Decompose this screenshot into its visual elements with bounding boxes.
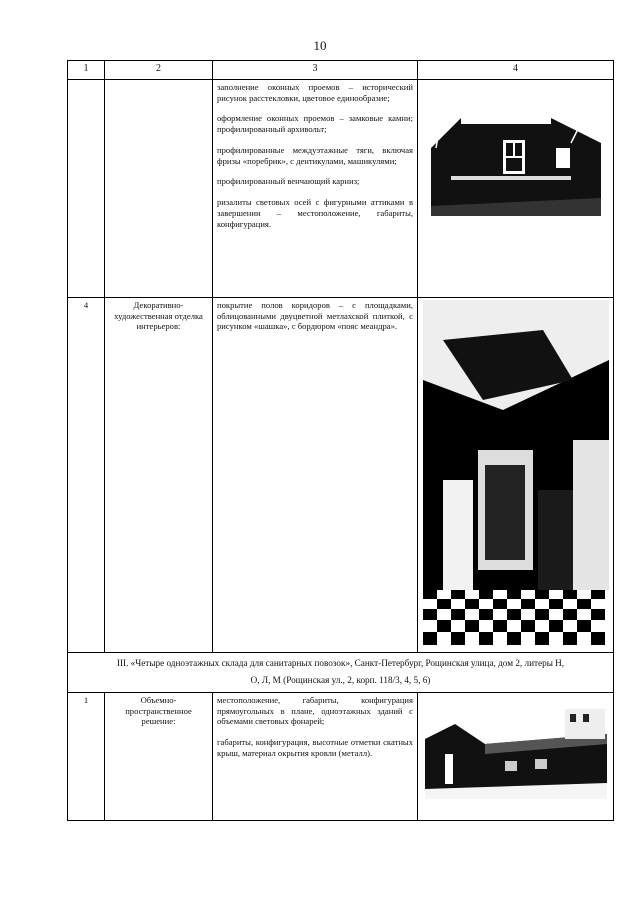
section-heading <box>68 653 614 693</box>
header-col-4: 4 <box>418 61 614 80</box>
header-col-1: 1 <box>68 61 105 80</box>
protected-features-table <box>67 60 614 821</box>
feature-details <box>213 298 418 653</box>
table-header-row <box>68 61 614 80</box>
interior-corridor-photo <box>423 300 609 645</box>
row-number <box>68 80 105 298</box>
page-number: 10 <box>313 38 327 53</box>
feature-group: Декоративно-художественная отделка интерьеров: <box>105 298 213 653</box>
detail-item: оформление оконных проемов – замковые камни; профилированный архивольт; <box>217 113 413 135</box>
detail-item: профилированный венчающий карниз; <box>217 176 360 187</box>
header-col-3: 3 <box>213 61 418 80</box>
section-title-line-1: III. «Четыре одноэтажных склада для санитарных повозок», Санкт-Петербург, Рощинская улица, дом 2, литеры Н, <box>116 658 565 668</box>
warehouse-exterior-photo <box>425 699 607 799</box>
detail-item: профилированные междуэтажные тяги, включая фризы «поребрик», с дентикулами, машикулями; <box>217 144 413 166</box>
detail-item: покрытие полов коридоров – с площадками, облицованными двуцветной метлахской плиткой, с рисунком «шашка», с бордюром «пояс меандра». <box>217 300 413 332</box>
photo-cell <box>418 298 614 653</box>
detail-item: габариты, конфигурация, высотные отметки скатных крыш, материал окрытия кровли (металл). <box>217 737 413 758</box>
feature-group <box>105 80 213 298</box>
feature-group: Объемно-пространственное решение: <box>105 692 213 820</box>
photo-cell <box>418 692 614 820</box>
table-row <box>68 298 614 653</box>
detail-item: заполнение оконных проемов – исторический рисунок расстекловки, цветовое единообразие; <box>217 82 413 103</box>
feature-details <box>213 692 418 820</box>
table-row <box>68 80 614 298</box>
row-number: 4 <box>68 298 105 653</box>
detail-item: местоположение, габариты, конфигурация прямоугольных в плане, одноэтажных зданий с объемами световых фонарей; <box>217 694 413 727</box>
section-title-line-2: О, Л, М (Рощинская ул., 2, корп. 118/3, 4, 5, 6) <box>250 675 431 686</box>
section-heading-row <box>68 653 614 693</box>
header-col-2: 2 <box>105 61 213 80</box>
detail-item: ризалиты световых осей с фигурными аттиками в завершении – местоположение, габариты, конфигурация. <box>217 197 413 229</box>
building-corner-photo <box>431 88 601 216</box>
photo-cell <box>418 80 614 298</box>
feature-details <box>213 80 418 298</box>
row-number: 1 <box>68 692 105 820</box>
table-row <box>68 692 614 820</box>
